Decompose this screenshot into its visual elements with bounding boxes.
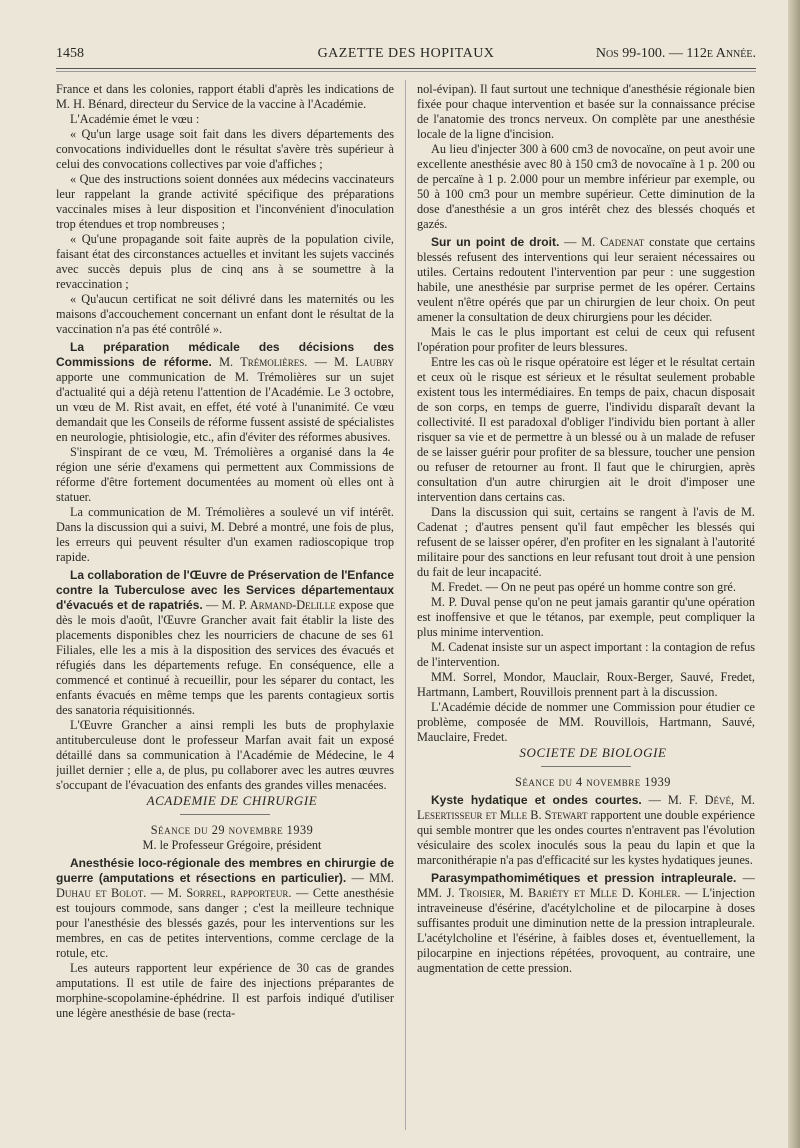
- paragraph: Mais le cas le plus important est celui de ceux qui refusent l'opération pour profiter de leurs blessures.: [417, 325, 755, 354]
- topic-text: expose que dès le mois d'août, l'Œuvre Grancher avait fait établir la liste des placements disponibles chez les nourriciers de chacune de ses 61 Filiales, elle les a mis à la disposition des services des évacués et réfugiés dans les départements refuge. En conséquence, elle a commencé et continué à recueillir, pour les séparer du contact, les enfants évacués en même temps que les parents contagieux sortis des sanatoria réquisitionnés.: [56, 598, 394, 717]
- topic-heading: Sur un point de droit.: [431, 235, 560, 249]
- page-edge: [788, 0, 800, 1148]
- topic-paragraph: [417, 235, 755, 325]
- paragraph: « Qu'aucun certificat ne soit délivré dans les maternités ou les maisons d'accouchement concernant un enfant dont le résultat de la vaccination n'a pas été contrôlé ».: [56, 292, 394, 336]
- topic-paragraph: Anesthésie loco-régionale des membres en chirurgie de guerre (amputations et résections en particulier). — MM. Duhau et Bolot. — M. Sorrel, rapporteur. — Cette anesthésie est toujours commode, sans danger ; c'est la meilleure technique pour l'anesthésie des blessés gazés, pour les interventions sur les membres, en cas de petites interventions, comme cerclage de la rotule, etc.: [56, 856, 394, 960]
- seance-date: Séance du 29 novembre 1939: [150, 823, 314, 837]
- topic-heading: La collaboration de l'Œuvre de Préservation de l'Enfance contre la Tuberculose avec les Services départementaux d'évacués et de rapatriés.: [56, 568, 394, 612]
- paragraph: S'inspirant de ce vœu, M. Trémolières a organisé dans la 4e région une série d'examens qui permettent aux Commissions de réforme d'être fortement documentées au moment où elles ont à statuer.: [56, 445, 394, 504]
- paragraph: L'Académie décide de nommer une Commission pour étudier ce problème, composée de MM. Rouvillois, Hartmann, Sauvé, Mauclaire, Fredet.: [417, 700, 755, 744]
- topic-heading: Parasympathomimétiques et pression intrapleurale.: [431, 871, 737, 885]
- authors: M. Trémolières. — M. Laubry: [219, 355, 394, 369]
- paragraph: M. Cadenat insiste sur un aspect important : la contagion de refus de l'intervention.: [417, 640, 755, 669]
- topic-heading: Anesthésie loco-régionale des membres en chirurgie de guerre (amputations et résections en particulier).: [56, 856, 394, 885]
- section-title: SOCIETE DE BIOLOGIE: [519, 745, 667, 760]
- right-column: [417, 82, 755, 1132]
- topic-paragraph: [417, 793, 755, 868]
- page-header: [56, 46, 756, 68]
- paragraph: La communication de M. Trémolières a soulevé un vif intérêt. Dans la discussion qui a suivi, M. Debré a montré, une fois de plus, les erreurs qui peuvent résulter d'un examen radioscopique trop rapide.: [56, 505, 394, 564]
- section-rule: [180, 814, 270, 815]
- paragraph: « Qu'un large usage soit fait dans les divers départements des convocations individuelles dont le résultat s'avère très supérieur à celui des convocations collectives par voie d'affiches ;: [56, 127, 394, 171]
- authors: MM. Duhau et Bolot. — M. Sorrel, rapporteur.: [56, 871, 394, 900]
- paragraph: L'Académie émet le vœu :: [70, 112, 200, 126]
- paragraph: « Qu'une propagande soit faite auprès de la population civile, faisant état des circonstances actuelles et invitant les sujets vaccinés avec succès depuis plus de cinq ans à se soumettre à la revaccination ;: [56, 232, 394, 291]
- paragraph: « Que des instructions soient données aux médecins vaccinateurs leur rappelant la grande activité spécifique des préparations vaccinales mises à leur disposition et l'inconvénient d'inoculation trop étendues et trop nombreuses ;: [56, 172, 394, 231]
- left-column: [56, 82, 394, 1132]
- president-line: M. le Professeur Grégoire, président: [142, 838, 322, 852]
- header-rule-secondary: [56, 71, 756, 72]
- topic-text: rapportent une double expérience qui semble montrer que les ondes courtes n'entravent pas l'évolution vésiculaire des scolex inoculés sous la peau du lapin et que la marconithérapie n'a pas d'efficacité sur les kystes hydatiques jeunes.: [417, 808, 755, 867]
- topic-paragraph: [417, 871, 755, 976]
- authors: M. P. Armand-Delille: [221, 598, 336, 612]
- page-number: 1458: [56, 46, 84, 61]
- topic-paragraph: La collaboration de l'Œuvre de Préservation de l'Enfance contre la Tuberculose avec les Services départementaux d'évacués et de rapatriés. — M. P. Armand-Delille expose que dès le mois d'août, l'Œuvre Grancher avait fait établir la liste des placements disponibles chez les nourriciers de chacune de ses 61 Filiales, elle les a mis à la disposition des services des évacués et réfugiés dans les départements refuge. En conséquence, elle a commencé et continué à recueillir, pour les séparer du contact, les enfants évacués en même temps que les parents contagieux sortis des sanatoria réquisitionnés.: [56, 568, 394, 717]
- paragraph: M. P. Duval pense qu'on ne peut jamais garantir qu'une opération est inoffensive et que le tétanos, par exemple, peut compliquer la plus minime intervention.: [417, 595, 755, 639]
- authors: — MM. J. Troisier, M. Bariéty et Mlle D. Kohler.: [417, 871, 755, 900]
- paragraph: France et dans les colonies, rapport établi d'après les indications de M. H. Bénard, directeur du Service de la vaccine à l'Académie.: [56, 82, 394, 111]
- topic-paragraph: [56, 340, 394, 445]
- column-divider: [405, 80, 406, 1130]
- seance-date: Séance du 4 novembre 1939: [515, 775, 671, 789]
- paragraph: L'Œuvre Grancher a ainsi rempli les buts de prophylaxie antituberculeuse dont le professeur Marfan avait fait un exposé détaillé dans sa communication à l'Académie de Médecine, le 4 juillet dernier ; elle a, de plus, pu collaborer avec les autres œuvres s'occupant de l'évacuation des enfants des grandes villes menacées.: [56, 718, 394, 792]
- journal-title: GAZETTE DES HOPITAUX: [317, 46, 495, 61]
- paragraph: nol-évipan). Il faut surtout une technique d'anesthésie régionale bien fixée pour chaque intervention et basée sur la connaissance précise de l'anatomie des troncs nerveux. On complète par une anesthésie locale de la ligne d'incision.: [417, 82, 755, 141]
- issue-info: Nos 99-100. — 112e Année.: [595, 46, 756, 61]
- header-rule: [56, 68, 756, 69]
- section-rule: [541, 766, 631, 767]
- paragraph: MM. Sorrel, Mondor, Mauclair, Roux-Berger, Sauvé, Fredet, Hartmann, Lambert, Rouvillois prennent part à la discussion.: [417, 670, 755, 699]
- topic-heading: La préparation médicale des décisions des Commissions de réforme.: [56, 340, 394, 369]
- paragraph: M. Fredet. — On ne peut pas opéré un homme contre son gré.: [431, 580, 736, 594]
- section-title: ACADEMIE DE CHIRURGIE: [146, 793, 318, 808]
- authors: — M. Cadenat: [564, 235, 645, 249]
- paragraph: Les auteurs rapportent leur expérience de 30 cas de grandes amputations. Il est utile de faire des injections préparantes de morphine-scopolamine-éphédrine. Il est parfois indiqué d'utiliser une légère anesthésie de base (recta-: [56, 961, 394, 1020]
- topic-text: — Cette anesthésie est toujours commode, sans danger ; c'est la meilleure technique pour l'anesthésie des blessés gazés, pour les interventions sur les membres, en cas de petites interventions, comme cerclage de la rotule, etc.: [56, 886, 394, 960]
- topic-text: — L'injection intraveineuse d'ésérine, d'acétylcholine et de pilocarpine à doses suffisantes produit une diminution nette de la pression intrapleurale. L'acétylcholine et l'ésérine, à faibles doses et, éventuellement, la pilocarpine en injections répétées, provoquent, au contraire, une augmentation de cette pression.: [417, 886, 755, 975]
- authors: — M. F. Dévé, M. Lesertisseur et Mlle B. Stewart: [417, 793, 755, 822]
- paragraph: Au lieu d'injecter 300 à 600 cm3 de novocaïne, on peut avoir une excellente anesthésie avec 80 à 150 cm3 de novocaïne à 1 p. 200 ou de percaïne à 1 p. 2.000 pour un membre inférieur par exemple, ou 50 à 100 cm3 pour un membre supérieur. Cette diminution de la dose d'anesthésie a un gros intérêt chez des blessés choqués et gazés.: [417, 142, 755, 231]
- paragraph: Entre les cas où le risque opératoire est léger et le résultat certain et ceux où le risque est sérieux et le résultat seulement probable existent tous les intermédiaires. En temps de paix, chacun disposait de son corps, en temps de guerre, l'individu disparaît devant la collectivité. Il est paradoxal d'obliger l'individu bien portant à aller risquer sa vie et de permettre à un blessé ou à un malade de refuser de se laisser guérir pour profiter de sa blessure, toucher une pension ou refuser de retourner au front. Il faut que le chirurgien, après consultation d'un autre chirurgien ait le droit d'imposer une intervention dans certains cas.: [417, 355, 755, 504]
- topic-text: apporte une communication de M. Trémolières sur un sujet d'actualité qui a déjà retenu l'attention de l'Académie. Le 3 octobre, un vœu de M. Rist avait, en effet, été voté à l'unanimité. Ce vœu demandait que les Conseils de réforme fussent assisté de spécialistes en neurologie, phtisiologie, etc., afin d'éviter des réformes abusives.: [56, 370, 394, 444]
- topic-heading: Kyste hydatique et ondes courtes.: [431, 793, 642, 807]
- topic-text: constate que certains blessés refusent des interventions qui leur seraient nécessaires ou utiles. Certains redoutent l'intervention par peur : une suggestion habile, une anesthésie par surprise permet de les opérer. Certains veulent n'être opérés que par un chirurgien de leur choix. On peut amener la consultation de deux chirurgiens pour les décider.: [417, 235, 755, 324]
- paragraph: Dans la discussion qui suit, certains se rangent à l'avis de M. Cadenat ; d'autres pensent qu'il faut empêcher les blessés qui refusent de se laisser opérer, d'en profiter en les signalant à l'autorité militaire pour des sanctions en leur refusant tout droit à une pension du fait de leur incapacité.: [417, 505, 755, 579]
